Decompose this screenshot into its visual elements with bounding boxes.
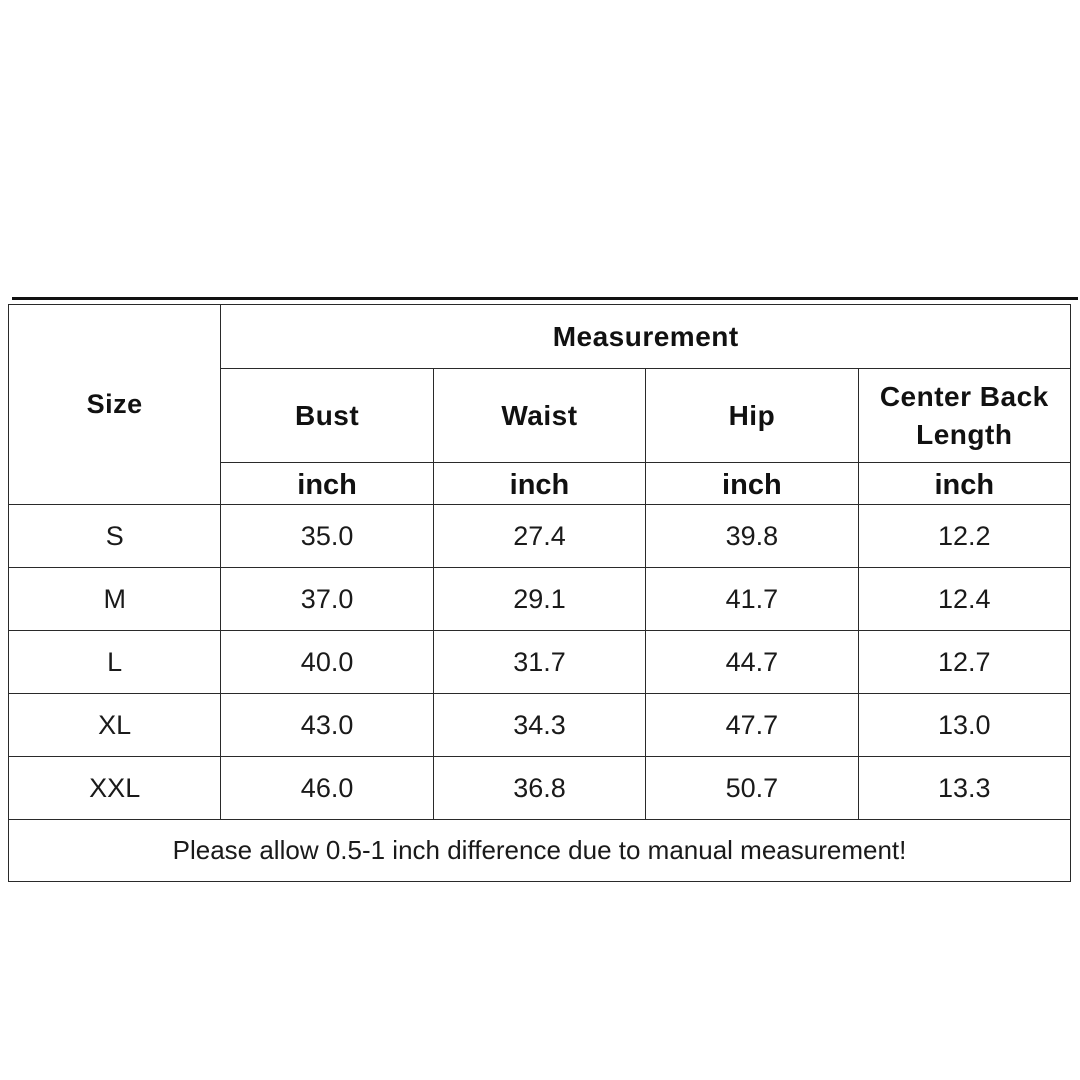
waist-header: Waist bbox=[433, 369, 645, 463]
hip-cell: 44.7 bbox=[646, 631, 858, 694]
hip-unit bbox=[646, 463, 858, 505]
size-cell: M bbox=[9, 568, 221, 631]
waist-unit bbox=[433, 463, 645, 505]
bust-cell: 43.0 bbox=[221, 694, 433, 757]
table-row bbox=[9, 568, 1071, 631]
size-header: Size bbox=[9, 305, 221, 505]
center-back-length-cell: 13.0 bbox=[858, 694, 1070, 757]
waist-cell: 31.7 bbox=[433, 631, 645, 694]
bust-cell: 46.0 bbox=[221, 757, 433, 820]
note-row bbox=[9, 820, 1071, 882]
size-cell: XXL bbox=[9, 757, 221, 820]
hip-cell: 50.7 bbox=[646, 757, 858, 820]
waist-cell: 27.4 bbox=[433, 505, 645, 568]
bust-unit bbox=[221, 463, 433, 505]
table-row bbox=[9, 505, 1071, 568]
size-chart-table bbox=[8, 304, 1071, 882]
hip-cell: 39.8 bbox=[646, 505, 858, 568]
header-row-group bbox=[9, 305, 1071, 369]
hip-cell: 47.7 bbox=[646, 694, 858, 757]
table-row bbox=[9, 631, 1071, 694]
center-back-length-cell: 13.3 bbox=[858, 757, 1070, 820]
center-back-length-header-line1: Center Back bbox=[879, 380, 1049, 412]
bust-cell: 35.0 bbox=[221, 505, 433, 568]
waist-cell: 34.3 bbox=[433, 694, 645, 757]
table-row bbox=[9, 757, 1071, 820]
waist-cell: 29.1 bbox=[433, 568, 645, 631]
center-back-length-header bbox=[858, 369, 1070, 463]
table-row bbox=[9, 694, 1071, 757]
measurement-header: Measurement bbox=[221, 305, 1071, 369]
hip-unit-label: inch bbox=[722, 469, 782, 501]
measurement-note: Please allow 0.5-1 inch difference due to manual measurement! bbox=[9, 820, 1071, 882]
size-cell: S bbox=[9, 505, 221, 568]
size-cell: L bbox=[9, 631, 221, 694]
size-cell: XL bbox=[9, 694, 221, 757]
hip-cell: 41.7 bbox=[646, 568, 858, 631]
waist-cell: 36.8 bbox=[433, 757, 645, 820]
waist-unit-label: inch bbox=[509, 469, 570, 501]
bust-header: Bust bbox=[221, 369, 433, 463]
center-back-length-cell: 12.2 bbox=[858, 505, 1070, 568]
top-rule bbox=[12, 297, 1078, 300]
center-back-length-header-line2: Length bbox=[916, 418, 1013, 450]
bust-cell: 40.0 bbox=[221, 631, 433, 694]
bust-unit-label: inch bbox=[297, 469, 357, 501]
bust-cell: 37.0 bbox=[221, 568, 433, 631]
center-back-length-cell: 12.7 bbox=[858, 631, 1070, 694]
center-back-length-cell: 12.4 bbox=[858, 568, 1070, 631]
center-back-length-unit bbox=[858, 463, 1070, 505]
center-back-length-unit-label: inch bbox=[934, 469, 995, 501]
hip-header: Hip bbox=[646, 369, 858, 463]
